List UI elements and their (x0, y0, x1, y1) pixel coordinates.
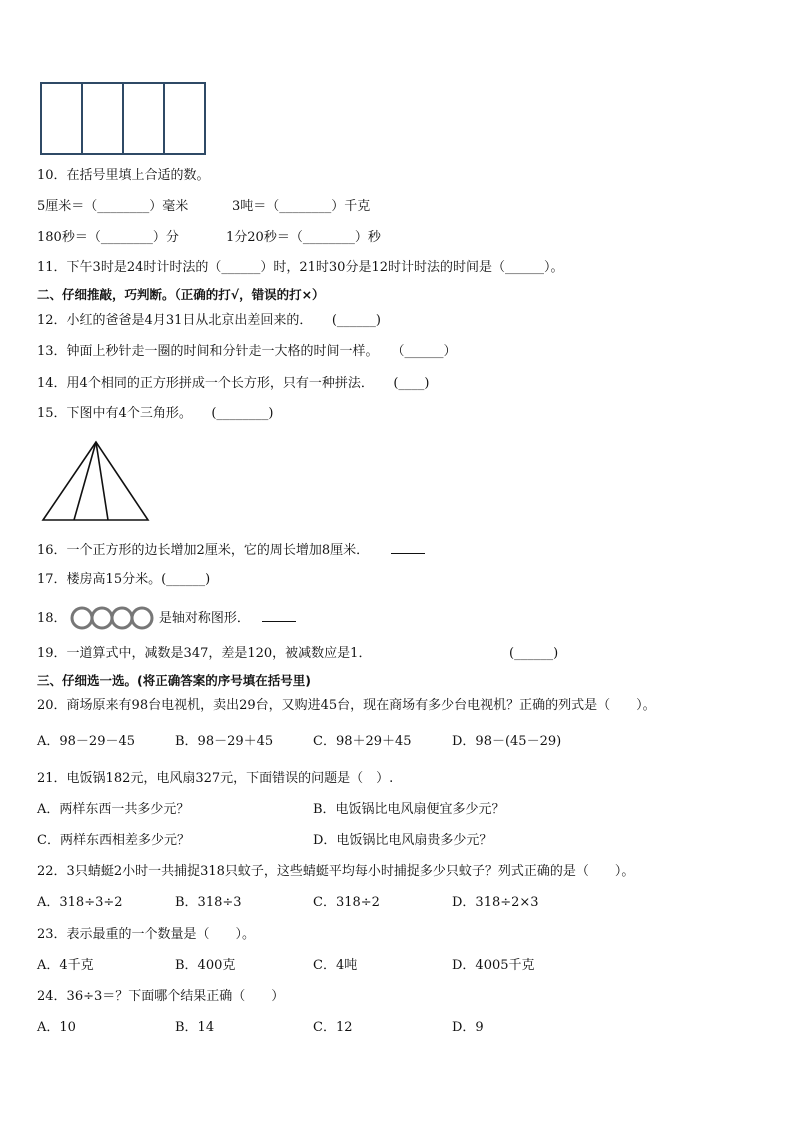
q23-stem: 23．表示最重的一个数量是（ ）。 (37, 927, 256, 942)
q23-option-d: D．4005千克 (452, 958, 535, 973)
q22-option-b: B．318÷3 (175, 895, 242, 910)
q18-number: 18． (37, 611, 67, 626)
q18-blank (262, 609, 296, 622)
q19: 19．一道算式中，减数是347，差是120，被减数应是1． (37, 646, 372, 661)
q20-option-b: B．98－29＋45 (175, 734, 274, 749)
q21-option-c: C．两样东西相差多少元？ (37, 833, 190, 848)
q24-option-d: D．9 (452, 1020, 484, 1035)
q24-option-b: B．14 (175, 1020, 215, 1035)
q22-option-d: D．318÷2×3 (452, 895, 539, 910)
square-1 (40, 82, 83, 155)
q20-option-d: D．98－(45－29) (452, 734, 562, 749)
q10-b: 3吨＝（________）千克 (232, 199, 371, 214)
q12: 12．小红的爸爸是4月31日从北京出差回来的． (______) (37, 313, 381, 328)
q21-option-b: B．电饭锅比电风扇便宜多少元？ (313, 802, 505, 817)
q17: 17．楼房高15分米。(______) (37, 572, 211, 587)
q20-option-c: C．98＋29＋45 (313, 734, 412, 749)
q11: 11．下午3时是24时计时法的（______）时，21时30分是12时计时法的时间是（______）。 (37, 260, 564, 275)
q18-text: 是轴对称图形． (158, 611, 250, 626)
section-2-heading: 二、仔细推敲，巧判断。（正确的打√，错误的打×） (37, 287, 325, 302)
q21-option-d: D．电饭锅比电风扇贵多少元？ (313, 833, 493, 848)
q20-option-a: A．98－29－45 (37, 734, 136, 749)
q22-option-c: C．318÷2 (313, 895, 380, 910)
q23-option-a: A．4千克 (37, 958, 94, 973)
q18 (37, 609, 296, 627)
q10-a: 5厘米＝（________）毫米 (37, 199, 189, 214)
q21-option-a: A．两样东西一共多少元？ (37, 802, 190, 817)
q16-text: 16．一个正方形的边长增加2厘米，它的周长增加8厘米． (37, 543, 370, 558)
four-rings-logo-icon (71, 611, 155, 627)
q24-option-c: C．12 (313, 1020, 353, 1035)
square-2 (81, 82, 124, 155)
q13: 13．钟面上秒针走一圈的时间和分针走一大格的时间一样。 （______） (37, 344, 457, 359)
q14: 14．用4个相同的正方形拼成一个长方形，只有一种拼法． (____) (37, 376, 430, 391)
q21-stem: 21．电饭锅182元，电风扇327元，下面错误的问题是（ ）. (37, 771, 394, 786)
q22-option-a: A．318÷3÷2 (37, 895, 123, 910)
q24-stem: 24．36÷3＝？下面哪个结果正确（ ） (37, 989, 285, 1004)
q23-option-c: C．4吨 (313, 958, 358, 973)
q20-stem: 20．商场原来有98台电视机，卖出29台，又购进45台，现在商场有多少台电视机？正确的列式是（ ）。 (37, 698, 656, 713)
q24-option-a: A．10 (37, 1020, 76, 1035)
square-3 (122, 82, 165, 155)
q10-d: 1分20秒＝（________）秒 (226, 230, 381, 245)
q23-option-b: B．400克 (175, 958, 236, 973)
q10-title: 10．在括号里填上合适的数。 (37, 168, 210, 183)
triangle-figure (40, 440, 152, 524)
q16-blank (391, 541, 425, 554)
section-3-heading: 三、仔细选一选。(将正确答案的序号填在括号里) (37, 673, 311, 688)
q15: 15．下图中有4个三角形。 (________) (37, 406, 274, 421)
q19-blank: (______) (509, 646, 559, 661)
q22-stem: 22．3只蜻蜓2小时一共捕捉318只蚊子，这些蜻蜓平均每小时捕捉多少只蚊子？列式正确的是（ ）。 (37, 864, 635, 879)
square-4 (163, 82, 206, 155)
q16 (37, 541, 425, 559)
four-square-figure (40, 82, 206, 155)
q10-c: 180秒＝（________）分 (37, 230, 179, 245)
